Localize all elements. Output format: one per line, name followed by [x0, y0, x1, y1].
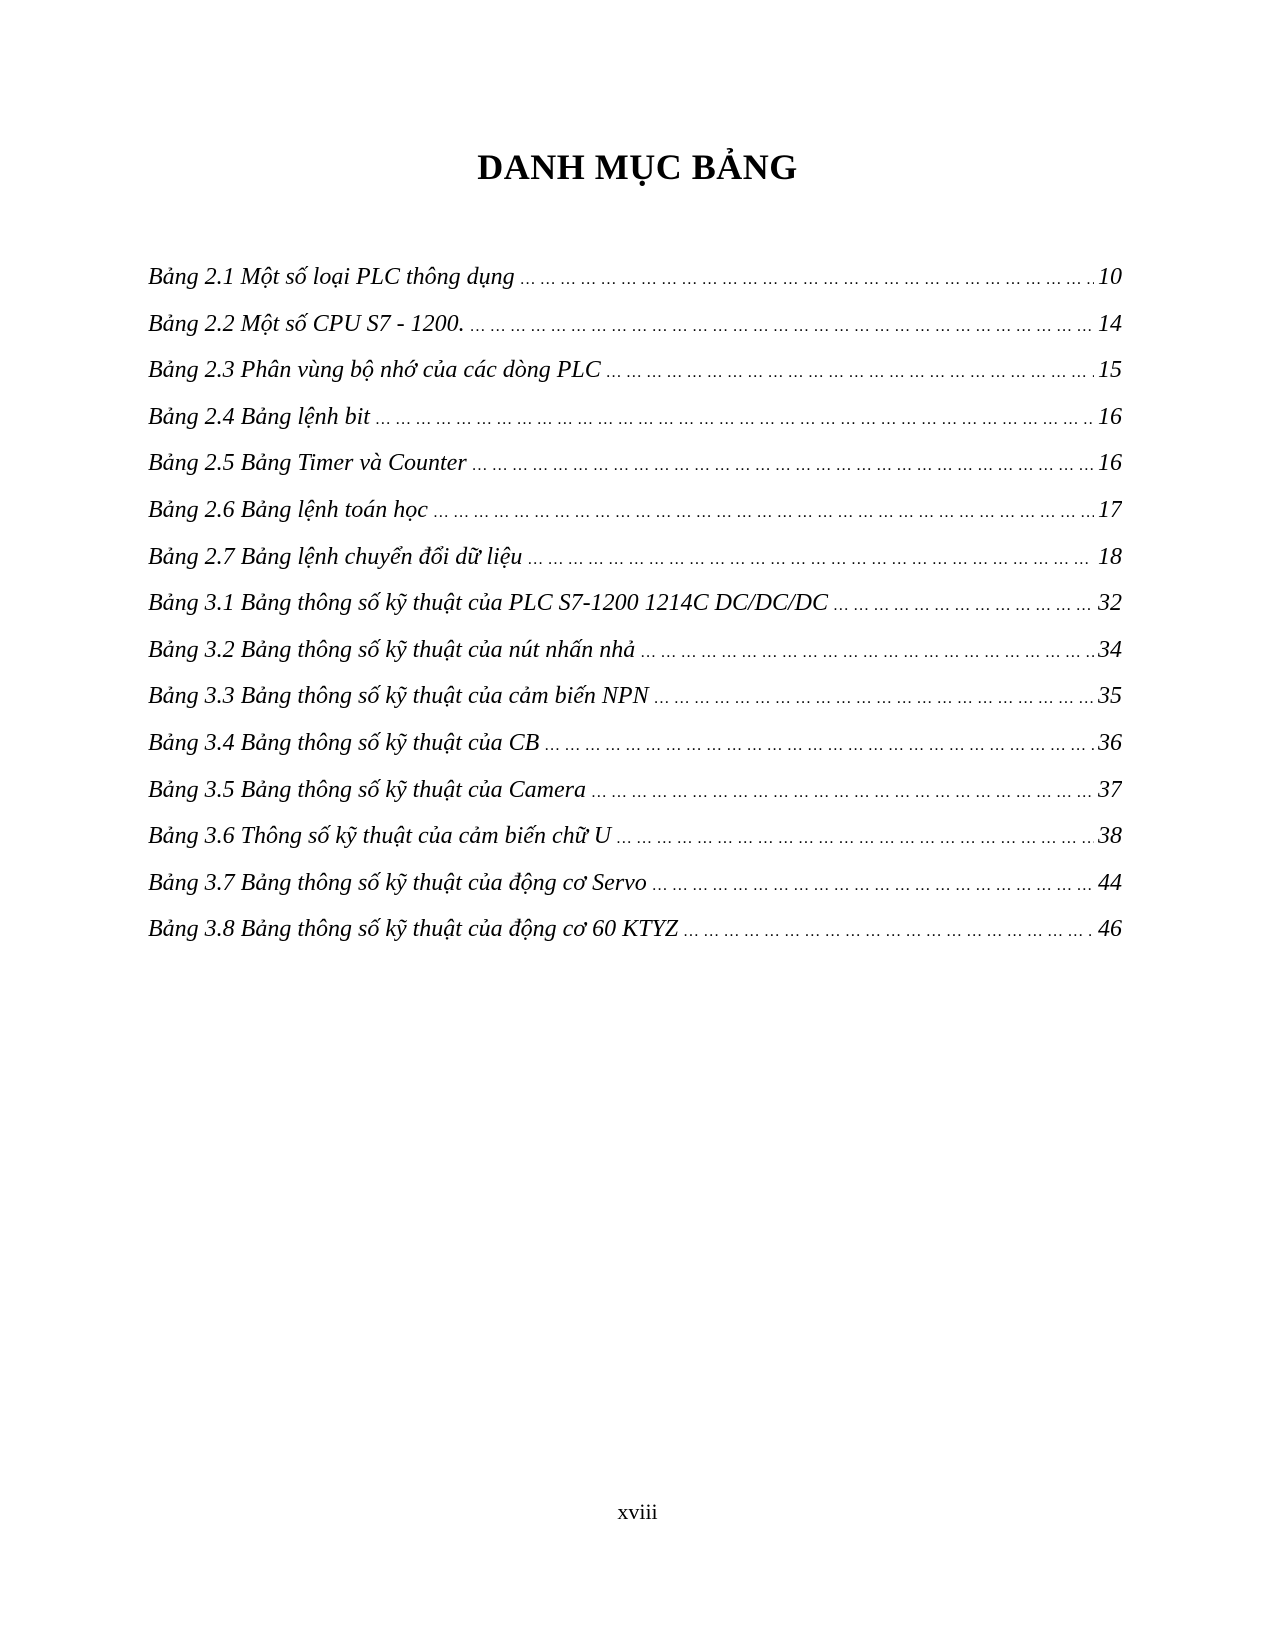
toc-entry-label: Bảng 2.1 Một số loại PLC thông dụng [148, 264, 515, 290]
toc-entry-page: 15 [1098, 357, 1122, 384]
toc-entry-page: 14 [1098, 310, 1122, 337]
toc-entry[interactable] [148, 914, 1122, 961]
toc-entry-page: 37 [1098, 776, 1122, 803]
toc-leader [434, 498, 1094, 528]
toc-entry-page: 34 [1098, 636, 1122, 663]
toc-entry-page: 46 [1098, 916, 1122, 943]
toc-entry[interactable] [148, 868, 1122, 915]
toc-entry[interactable] [148, 635, 1122, 682]
toc-leader [473, 451, 1094, 481]
toc-entry[interactable] [148, 728, 1122, 775]
toc-entry-label: Bảng 3.3 Bảng thông số kỹ thuật của cảm biến NPN [148, 683, 649, 710]
toc-entry-page: 16 [1098, 403, 1122, 430]
toc-entry[interactable] [148, 542, 1122, 589]
toc-leader [653, 871, 1094, 901]
toc-leader [834, 591, 1094, 621]
toc-entry-label: Bảng 3.5 Bảng thông số kỹ thuật của Camera [148, 776, 586, 803]
toc-entry-label: Bảng 3.7 Bảng thông số kỹ thuật của động cơ Servo [148, 869, 647, 896]
toc-entry-page: 38 [1098, 823, 1122, 850]
toc-entry-label: Bảng 3.2 Bảng thông số kỹ thuật của nút nhấn nhả [148, 636, 636, 663]
toc-entry-label: Bảng 3.6 Thông số kỹ thuật của cảm biến chữ U [148, 823, 612, 850]
table-of-contents [148, 262, 1122, 961]
toc-entry[interactable] [148, 588, 1122, 635]
toc-entry-label: Bảng 2.7 Bảng lệnh chuyển đổi dữ liệu [148, 543, 523, 570]
toc-entry-page: 18 [1098, 543, 1122, 570]
toc-entry[interactable] [148, 448, 1122, 495]
toc-leader [617, 824, 1094, 854]
toc-entry-label: Bảng 2.3 Phân vùng bộ nhớ của các dòng PLC [148, 357, 601, 384]
toc-entry[interactable] [148, 309, 1122, 356]
toc-entry-page: 10 [1098, 264, 1122, 290]
toc-leader [607, 358, 1094, 388]
toc-entry-page: 17 [1098, 496, 1122, 523]
toc-entry-page: 35 [1098, 683, 1122, 710]
toc-leader [655, 684, 1094, 714]
toc-entry-label: Bảng 3.4 Bảng thông số kỹ thuật của CB [148, 729, 540, 756]
toc-leader [471, 312, 1094, 342]
toc-leader [521, 265, 1094, 295]
toc-entry[interactable] [148, 262, 1122, 309]
toc-leader [684, 917, 1094, 947]
toc-leader [641, 638, 1094, 668]
toc-entry-label: Bảng 2.5 Bảng Timer và Counter [148, 450, 467, 477]
page-number: xviii [617, 1499, 658, 1524]
toc-entry-label: Bảng 2.6 Bảng lệnh toán học [148, 496, 428, 523]
toc-entry[interactable] [148, 775, 1122, 822]
toc-entry-label: Bảng 2.2 Một số CPU S7 - 1200. [148, 310, 465, 337]
toc-entry[interactable] [148, 495, 1122, 542]
toc-entry-page: 44 [1098, 869, 1122, 896]
page-title: DANH MỤC BẢNG [477, 147, 798, 187]
toc-entry-page: 36 [1098, 729, 1122, 756]
toc-entry[interactable] [148, 355, 1122, 402]
toc-entry-label: Bảng 2.4 Bảng lệnh bit [148, 403, 370, 430]
toc-leader [528, 545, 1094, 575]
toc-leader [545, 731, 1094, 761]
toc-leader [592, 778, 1094, 808]
toc-entry-label: Bảng 3.8 Bảng thông số kỹ thuật của động cơ 60 KTYZ [148, 916, 679, 943]
toc-entry[interactable] [148, 681, 1122, 728]
toc-leader [376, 405, 1094, 435]
toc-entry-page: 32 [1098, 590, 1122, 617]
toc-entry[interactable] [148, 821, 1122, 868]
toc-entry[interactable] [148, 402, 1122, 449]
toc-entry-label: Bảng 3.1 Bảng thông số kỹ thuật của PLC S7-1200 1214C DC/DC/DC [148, 590, 828, 617]
toc-entry-page: 16 [1098, 450, 1122, 477]
